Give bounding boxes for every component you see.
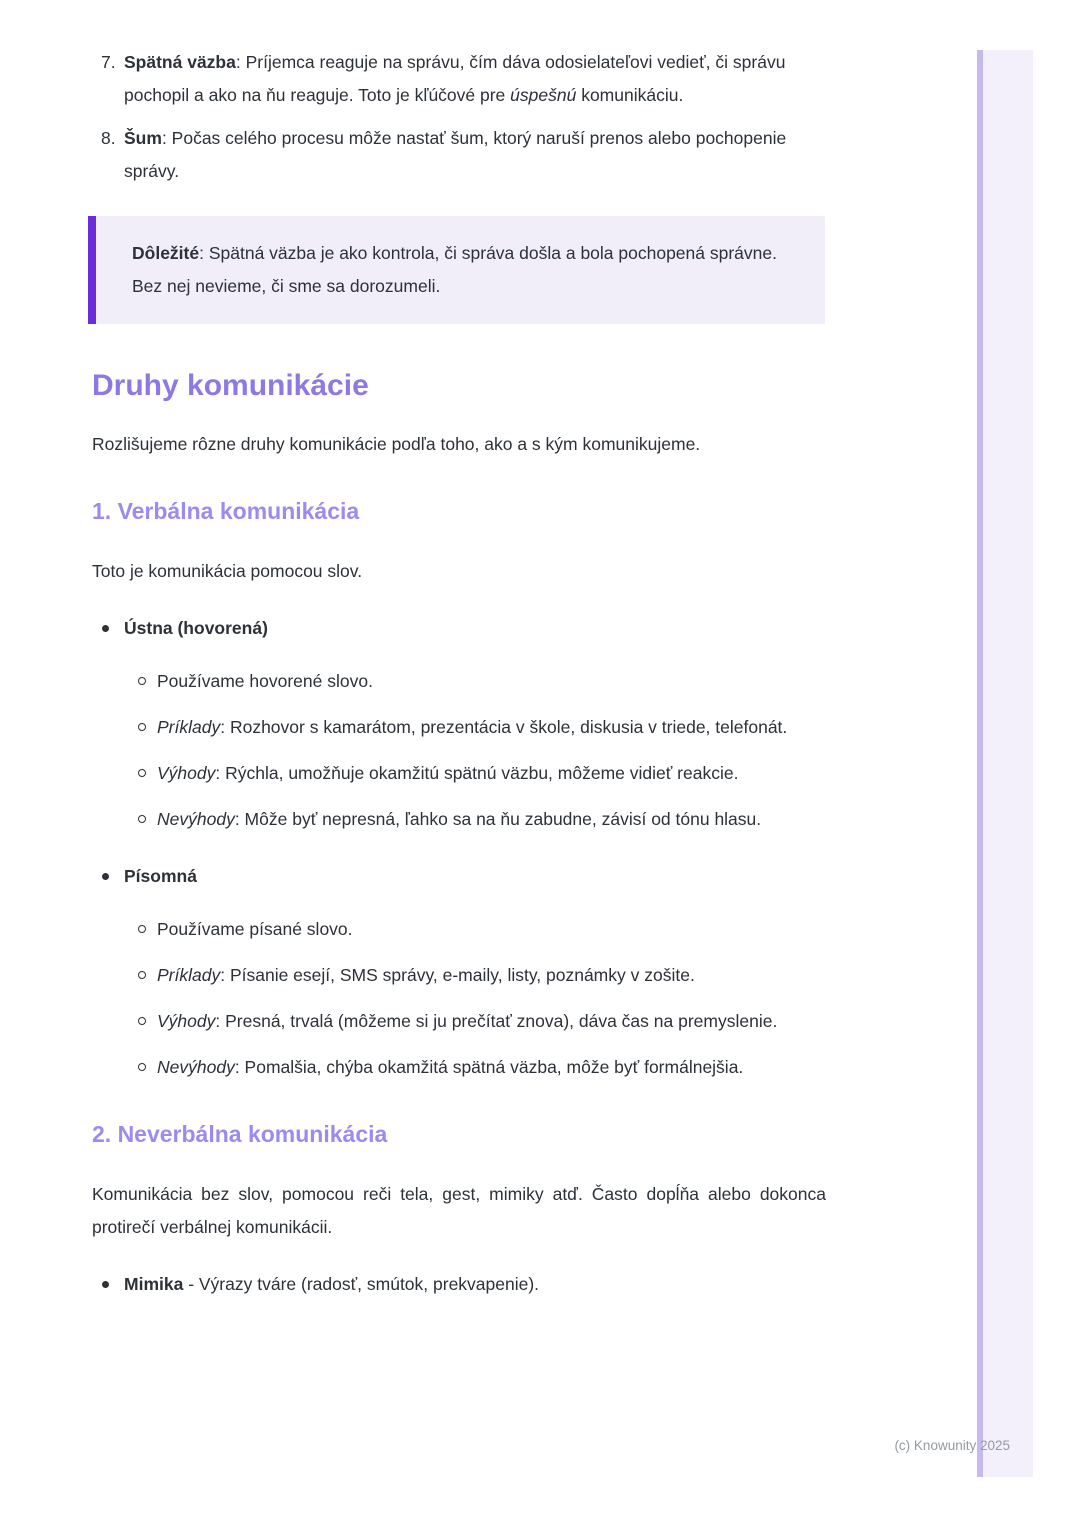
sub-bullet-list: [92, 913, 826, 1084]
numbered-item-8: [92, 122, 826, 188]
sub-bullet-list: [92, 665, 826, 836]
bullet-circle-icon: [138, 1017, 146, 1025]
callout-text: Dôležité: Spätná väzba je ako kontrola, či správa došla a bola pochopená správne. Bez nej nevieme, či sme sa dorozumeli.: [132, 243, 777, 296]
bullet-circle-icon: [138, 925, 146, 933]
sub-bullet-text: Príklady: Rozhovor s kamarátom, prezentácia v škole, diskusia v triede, telefonát.: [157, 717, 788, 737]
sub-bullet-text: Používame hovorené slovo.: [157, 671, 373, 691]
bullet-item: [92, 1268, 826, 1301]
sub-bullet-text: Výhody: Rýchla, umožňuje okamžitú spätnú väzbu, môžeme vidieť reakcie.: [157, 763, 739, 783]
numbered-item-7: [92, 46, 826, 112]
bullet-group-pisomna: [92, 860, 826, 1084]
bullet-dot-icon: [102, 873, 109, 880]
list-number: 8.: [101, 128, 116, 148]
sub-bullet-item: [92, 665, 826, 698]
bullet-circle-icon: [138, 815, 146, 823]
sub-bullet-text: Výhody: Presná, trvalá (môžeme si ju prečítať znova), dáva čas na premyslenie.: [157, 1011, 778, 1031]
section-intro: Rozlišujeme rôzne druhy komunikácie podľa toho, ako a s kým komunikujeme.: [92, 434, 701, 454]
bullet-circle-icon: [138, 677, 146, 685]
callout-important: [88, 216, 825, 324]
list-number: 7.: [101, 52, 116, 72]
bullet-label: Ústna (hovorená): [124, 618, 268, 638]
sub-bullet-text: Používame písané slovo.: [157, 919, 353, 939]
numbered-list: [92, 46, 826, 188]
bullet-circle-icon: [138, 1063, 146, 1071]
subsection-2-heading: 2. Neverbálna komunikácia: [92, 1121, 388, 1147]
bullet-item: [92, 612, 826, 645]
subsection-2-intro: Komunikácia bez slov, pomocou reči tela, gest, mimiky atď. Často dopĺňa alebo dokonca protirečí verbálnej komunikácii.: [92, 1184, 826, 1237]
subsection-1-heading: 1. Verbálna komunikácia: [92, 498, 360, 524]
bullet-group-ustna: [92, 612, 826, 836]
sub-bullet-text: Príklady: Písanie esejí, SMS správy, e-maily, listy, poznámky v zošite.: [157, 965, 695, 985]
sub-bullet-item: [92, 711, 826, 744]
page-margin-strip: [977, 50, 1033, 1477]
subsection-1-intro: Toto je komunikácia pomocou slov.: [92, 561, 363, 581]
sub-bullet-item: [92, 1051, 826, 1084]
copyright-watermark: (c) Knowunity 2025: [894, 1438, 1010, 1453]
sub-bullet-item: [92, 757, 826, 790]
sub-bullet-text: Nevýhody: Môže byť nepresná, ľahko sa na ňu zabudne, závisí od tónu hlasu.: [157, 809, 762, 829]
bullet-dot-icon: [102, 625, 109, 632]
section-heading: Druhy komunikácie: [92, 369, 369, 402]
sub-bullet-item: [92, 1005, 826, 1038]
numbered-item-text: Spätná väzba: Príjemca reaguje na správu, čím dáva odosielateľovi vedieť, či správu pochopil a ako na ňu reaguje. Toto je kľúčové pre úspešnú komunikáciu.: [124, 52, 786, 105]
bullet-label: Písomná: [124, 866, 197, 886]
document-page: [92, 0, 826, 1301]
bullet-label: Mimika - Výrazy tváre (radosť, smútok, prekvapenie).: [124, 1274, 540, 1294]
bullet-circle-icon: [138, 971, 146, 979]
bullet-group-mimika: [92, 1268, 826, 1301]
bullet-circle-icon: [138, 723, 146, 731]
numbered-item-text: Šum: Počas celého procesu môže nastať šum, ktorý naruší prenos alebo pochopenie správy.: [124, 128, 787, 181]
bullet-item: [92, 860, 826, 893]
bullet-dot-icon: [102, 1281, 109, 1288]
sub-bullet-item: [92, 959, 826, 992]
bullet-circle-icon: [138, 769, 146, 777]
sub-bullet-item: [92, 803, 826, 836]
sub-bullet-item: [92, 913, 826, 946]
sub-bullet-text: Nevýhody: Pomalšia, chýba okamžitá spätná väzba, môže byť formálnejšia.: [157, 1057, 744, 1077]
